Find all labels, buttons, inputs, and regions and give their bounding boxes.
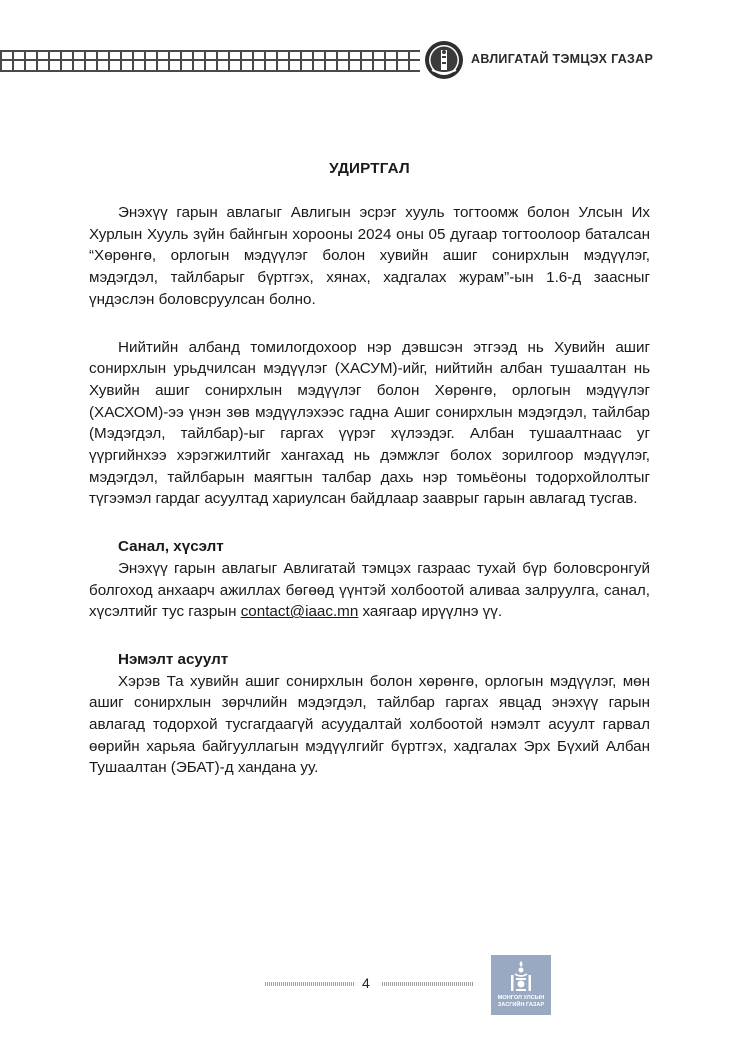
gov-logo-line-1: МОНГОЛ УЛСЫН (497, 995, 545, 1001)
mongolia-state-emblem-icon (424, 40, 464, 80)
government-logo (491, 955, 551, 1015)
feedback-text-end: хаягаар ирүүлнэ үү. (358, 603, 503, 621)
agency-name: АВЛИГАТАЙ ТЭМЦЭХ ГАЗАР (471, 52, 654, 66)
section-heading-feedback: Санал, хүсэлт (118, 538, 224, 556)
feedback-paragraph (89, 558, 650, 623)
page-footer (0, 950, 739, 1020)
feedback-text: Энэхүү гарын авлагыг Авлигатай тэмцэх газраас тухай бүр боловсронгуй болгоход анхаарч ажиллах бөгөөд үүнтэй холбоотой аливаа залруулга, санал, хүсэлтийг тус газрын (89, 559, 650, 621)
government-logo-text (491, 995, 551, 1009)
intro-paragraph-1: Энэхүү гарын авлагыг Авлигын эсрэг хууль тогтоомж болон Улсын Их Хурлын Хууль зүйн байнгын хорооны 2024 оны 05 дугаар тогтоолоор баталсан “Хөрөнгө, орлогын мэдүүлэг болон хувийн ашиг сонирхлын мэдүүлэг, мэдэгдэл, тайлбарыг бүртгэх, хянах, хадгалах журам”-ын 1.6-д заасныг үндэслэн боловсруулсан болно. (89, 204, 650, 308)
document-body (89, 157, 650, 779)
questions-paragraph: Хэрэв Та хувийн ашиг сонирхлын болон хөрөнгө, орлогын мэдүүлэг, мөн ашиг сонирхлын зөрчлийн мэдэгдэл, тайлбар гаргах явцад энэхүү гарын авлагад тодорхой тусгагдаагүй асуудалтай холбоотой нэмэлт асуулт гарвал өөрийн харьяа байгууллагын мэдүүлгийг бүртгэх, хадгалах Эрх Бүхий Албан Тушаалтан (ЭБАТ)-д хандана уу. (89, 672, 650, 777)
footer-line-right (382, 982, 474, 986)
mongolia-soyombo-icon (510, 960, 532, 994)
ornamental-border (0, 50, 420, 72)
page-number: 4 (362, 975, 370, 991)
contact-email-link[interactable]: contact@iaac.mn (240, 603, 359, 621)
footer-line-left (265, 982, 355, 986)
page-header (0, 40, 739, 84)
intro-paragraph-2: Нийтийн албанд томилогдохоор нэр дэвшсэн этгээд нь Хувийн ашиг сонирхлын урьдчилсан мэдүүлэг (ХАСУМ)-ийг, нийтийн албан тушаалтан нь Хувийн ашиг сонирхлын мэдүүлэг болон Хөрөнгө, орлогын мэдүүлэг (ХАСХОМ)-ээ үнэн зөв мэдүүлэхээс гадна Ашиг сонирхлын мэдэгдэл, тайлбар (Мэдэгдэл, тайлбар)-ыг гаргах үүрэг хүлээдэг. Албан тушаалтнаас уг үүргийнхээ хэрэгжилтийг хангахад нь дэмжлэг болох зорилгоор мэдүүлэг, мэдэгдэл, тайлбарын маягтын талбар дахь нэр томьёоны тодорхойлолтыг түгээмэл гардаг асуултад хариулсан байдлаар зааврыг гарын авлагад тусгав. (89, 338, 650, 508)
section-heading-questions: Нэмэлт асуулт (118, 650, 229, 668)
gov-logo-line-2: ЗАСГИЙН ГАЗАР (497, 1002, 545, 1008)
page-title: УДИРТГАЛ (329, 160, 410, 177)
